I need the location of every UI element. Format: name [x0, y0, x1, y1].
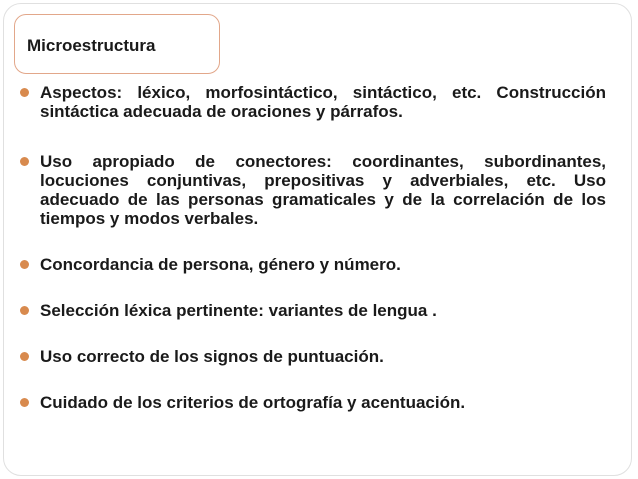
slide-title: Microestructura — [27, 36, 156, 55]
bullet-text: Concordancia de persona, género y número. — [40, 255, 401, 274]
bullet-item-seleccion-lexica — [20, 301, 606, 320]
bullet-item-puntuacion — [20, 347, 606, 366]
bullet-text: Uso apropiado de conectores: coordinantes, subordinantes, locuciones conjuntivas, prepositivas y adverbiales, etc. Uso adecuado de las personas gramaticales y de la correlación de los tiempos y modos verbales. — [40, 152, 606, 228]
bullet-dot-icon — [20, 88, 29, 97]
bullet-dot-icon — [20, 157, 29, 166]
bullet-dot-icon — [20, 352, 29, 361]
bullet-dot-icon — [20, 260, 29, 269]
bullet-item-conectores — [20, 152, 606, 228]
bullet-item-ortografia — [20, 393, 606, 412]
bullet-dot-icon — [20, 398, 29, 407]
bullet-text: Uso correcto de los signos de puntuación. — [40, 347, 384, 366]
bullet-text: Aspectos: léxico, morfosintáctico, sintáctico, etc. Construcción sintáctica adecuada de oraciones y párrafos. — [40, 83, 606, 121]
bullet-dot-icon — [20, 306, 29, 315]
bullet-text: Selección léxica pertinente: variantes de lengua . — [40, 301, 437, 320]
bullet-list — [20, 83, 606, 412]
bullet-text: Cuidado de los criterios de ortografía y acentuación. — [40, 393, 466, 412]
bullet-item-aspectos — [20, 83, 606, 121]
title-box — [14, 14, 220, 74]
bullet-item-concordancia — [20, 255, 606, 274]
